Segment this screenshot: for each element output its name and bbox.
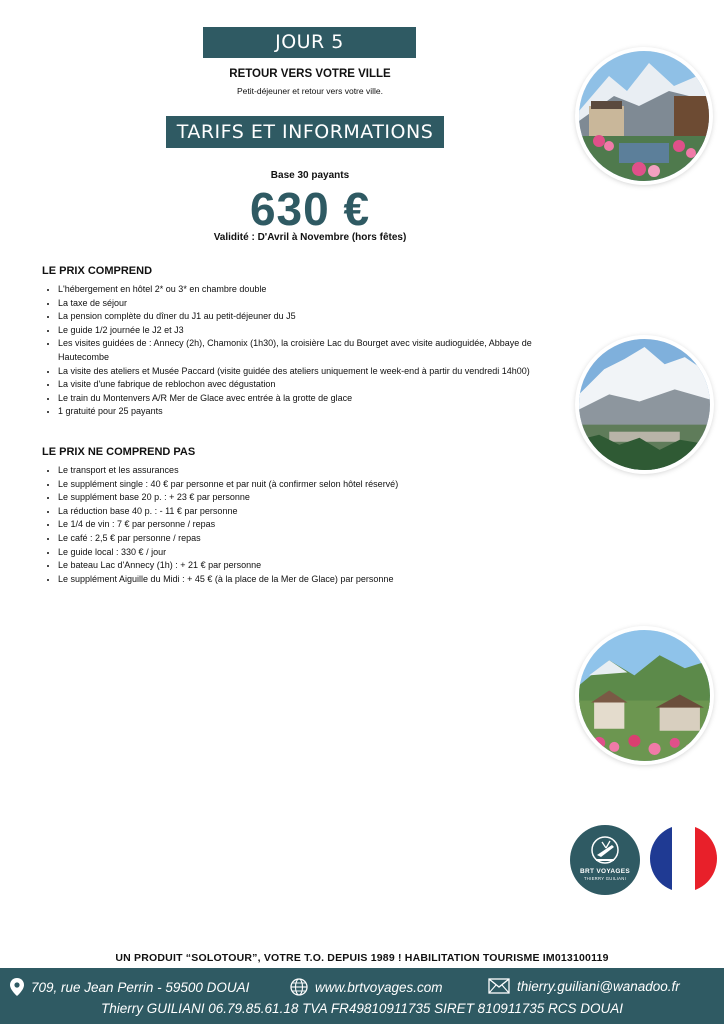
price-excludes-section (42, 446, 567, 586)
list-item: • Le train du Montenvers A/R Mer de Glace avec entrée à la grotte de glace (58, 392, 567, 406)
palm-plane-icon (588, 833, 622, 867)
photo-valley-chalets (579, 630, 710, 761)
list-item: • La visite d'une fabrique de reblochon avec dégustation (58, 378, 567, 392)
list-item: • La visite des ateliers et Musée Paccard (visite guidée des ateliers uniquement le week-end à partir du vendredi 14h00) (58, 365, 567, 379)
list-item: • Le supplément single : 40 € par personne et par nuit (à confirmer selon hôtel réservé) (58, 478, 567, 492)
day-banner: JOUR 5 (203, 27, 416, 58)
footer-email[interactable] (488, 978, 680, 994)
flag-white-band (672, 825, 694, 892)
address-text: 709, rue Jean Perrin - 59500 DOUAI (31, 979, 250, 995)
day-title: RETOUR VERS VOTRE VILLE (229, 68, 391, 80)
website-link[interactable]: www.brtvoyages.com (315, 979, 443, 995)
location-pin-icon (10, 978, 24, 996)
logo-brand: BRT VOYAGES (579, 868, 630, 875)
list-item: • La pension complète du dîner du J1 au petit-déjeuner du J5 (58, 310, 567, 324)
brt-voyages-logo (570, 825, 640, 895)
list-item: • 1 gratuité pour 25 payants (58, 405, 567, 419)
logo-subtitle: THIERRY GUILIANI (583, 876, 627, 881)
footer-address (10, 978, 249, 996)
tarifs-banner: TARIFS ET INFORMATIONS (166, 116, 444, 148)
globe-icon (290, 978, 308, 996)
envelope-icon (488, 978, 510, 994)
list-item: • Le bateau Lac d'Annecy (1h) : + 21 € par personne (58, 559, 567, 573)
list-item: • Le transport et les assurances (58, 464, 567, 478)
validity: Validité : D'Avril à Novembre (hors fêtes) (213, 232, 407, 243)
list-item: • L'hébergement en hôtel 2* ou 3* en chambre double (58, 283, 567, 297)
list-item: • Le supplément base 20 p. : + 23 € par personne (58, 491, 567, 505)
list-item: • La taxe de séjour (58, 297, 567, 311)
flag-red-band (695, 825, 717, 892)
footer-legal: Thierry GUILIANI 06.79.85.61.18 TVA FR49810911735 SIRET 810911735 RCS DOUAI (100, 1001, 624, 1016)
list-item: • La réduction base 40 p. : - 11 € par personne (58, 505, 567, 519)
price-excludes-list (42, 464, 567, 586)
flag-blue-band (650, 825, 672, 892)
price-includes-title: LE PRIX COMPREND (42, 265, 153, 277)
french-flag (650, 825, 717, 892)
email-link[interactable]: thierry.guiliani@wanadoo.fr (517, 978, 680, 994)
photo-mont-blanc (579, 339, 710, 470)
list-item: • Le café : 2,5 € par personne / repas (58, 532, 567, 546)
price-includes-section (42, 265, 567, 419)
day-description: Petit-déjeuner et retour vers votre ville. (237, 86, 383, 96)
footer-website[interactable] (290, 978, 443, 996)
price: 630 € (249, 183, 371, 235)
price-excludes-title: LE PRIX NE COMPREND PAS (42, 446, 196, 458)
list-item: • Le supplément Aiguille du Midi : + 45 € (à la place de la Mer de Glace) par personne (58, 573, 567, 587)
price-includes-list (42, 283, 567, 419)
photo-town-flowers (579, 51, 709, 181)
list-item: • Le guide 1/2 journée le J2 et J3 (58, 324, 567, 338)
list-item: • Le 1/4 de vin : 7 € par personne / repas (58, 518, 567, 532)
list-item: • Les visites guidées de : Annecy (2h), Chamonix (1h30), la croisière Lac du Bourget avec visite audioguidée, Abbaye de Hautecombe (58, 337, 567, 364)
list-item: • Le guide local : 330 € / jour (58, 546, 567, 560)
footer (0, 968, 724, 1024)
tagline: UN PRODUIT “SOLOTOUR”, VOTRE T.O. DEPUIS 1989 ! HABILITATION TOURISME IM013100119 (115, 952, 609, 964)
base-payants: Base 30 payants (270, 170, 350, 181)
